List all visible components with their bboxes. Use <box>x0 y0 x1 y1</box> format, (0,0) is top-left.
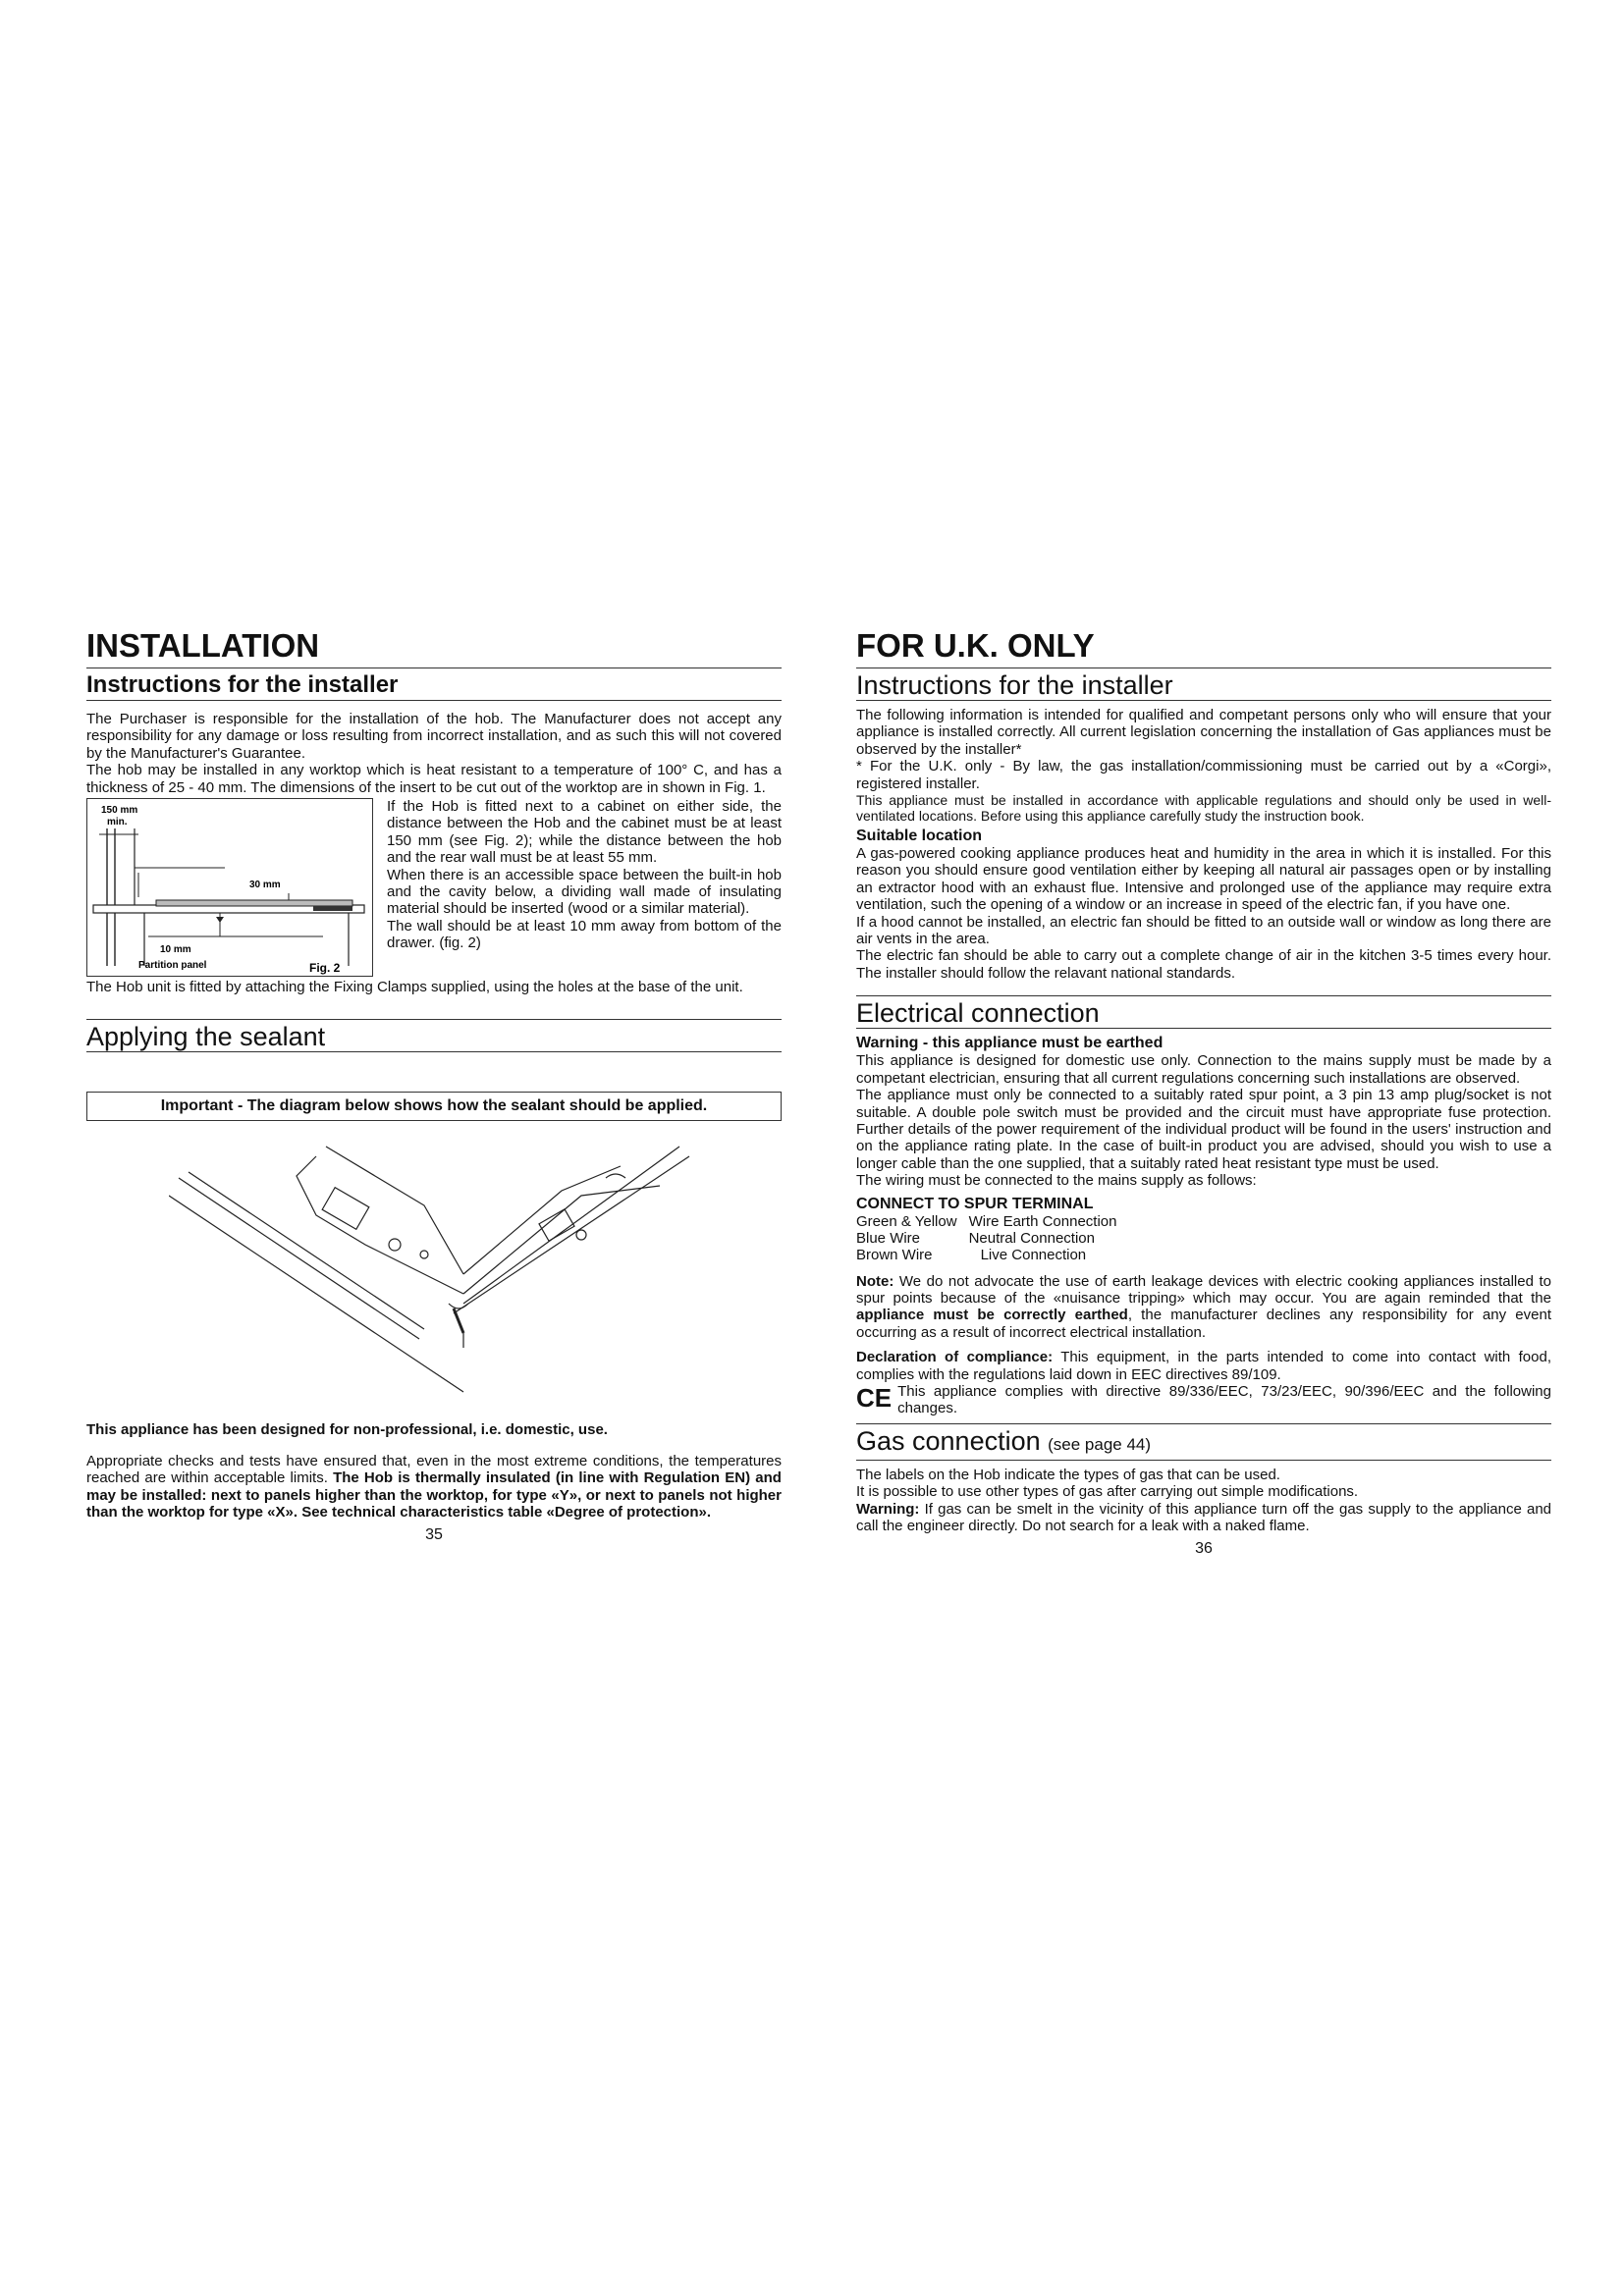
paragraph-bold: The Hob is thermally insulated (in line with Regulation EN) and may be installed: next to panels higher than the worktop, for type «Y», or next to panels not higher than the worktop for type «X». See technical characteristics table «Degree of protection». <box>86 1469 782 1522</box>
figure-row <box>86 798 782 977</box>
paragraph: The Purchaser is responsible for the installation of the hob. The Manufacturer does not accept any responsibility for any damage or loss resulting from incorrect installation, and as such this will not covered by the Manufacturer's Guarantee. <box>86 711 782 762</box>
page-number: 36 <box>1195 1540 1213 1558</box>
warning-paragraph <box>856 1501 1551 1535</box>
wire-cell: Brown Wire <box>856 1246 933 1263</box>
note-bold: appliance must be correctly earthed <box>856 1307 1128 1324</box>
connection-cell: Neutral Connection <box>968 1229 1095 1247</box>
note-text: , the manufacturer declines any responsibility for any event occurring as a result of incorrect electrical installation. <box>856 1307 1551 1341</box>
subheading: Warning - this appliance must be earthed <box>856 1035 1164 1052</box>
fig-label-10: 10 mm <box>160 944 191 956</box>
section-heading: Instructions for the installer <box>86 667 782 701</box>
paragraph: The Hob unit is fitted by attaching the Fixing Clamps supplied, using the holes at the base of the unit. <box>86 979 743 996</box>
warning-text: If gas can be smelt in the vicinity of this appliance turn off the gas supply to the appliance and call the engineer directly. Do not search for a leak with a naked flame. <box>856 1500 1551 1534</box>
right-page <box>856 628 1551 1558</box>
fig-label-partition: Partition panel <box>138 960 207 972</box>
paragraph: The electric fan should be able to carry out a complete change of air in the kitchen 3-5 times every hour. The installer should follow the relavant national standards. <box>856 947 1551 982</box>
paragraph: * For the U.K. only - By law, the gas installation/commissioning must be carried out by a «Corgi», registered installer. <box>856 758 1551 792</box>
gas-heading-ref: (see page 44) <box>1048 1434 1152 1454</box>
paragraph-plain: Appropriate checks and tests have ensured that, even in the most extreme conditions, the temperatures reached are within acceptable limits. <box>86 1452 782 1487</box>
table-row <box>856 1230 1128 1247</box>
paragraph: The labels on the Hob indicate the types of gas that can be used. <box>856 1466 1280 1483</box>
warning-label: Warning: <box>856 1500 920 1518</box>
wire-cell: Green & Yellow <box>856 1212 957 1230</box>
page-number: 35 <box>425 1526 443 1544</box>
section-heading: Applying the sealant <box>86 1019 782 1052</box>
note-label: Note: <box>856 1272 894 1290</box>
wire-cell: Blue Wire <box>856 1229 921 1247</box>
connection-cell: Wire Earth Connection <box>968 1212 1117 1230</box>
terminal-header: CONNECT TO SPUR TERMINAL <box>856 1195 1094 1212</box>
important-notice: Important - The diagram below shows how the sealant should be applied. <box>86 1092 782 1121</box>
figure-text <box>387 798 782 977</box>
figure-2-diagram <box>86 798 373 977</box>
section-heading: Electrical connection <box>856 995 1551 1029</box>
section-heading: Instructions for the installer <box>856 667 1551 701</box>
paragraph: The hob may be installed in any worktop which is heat resistant to a temperature of 100° C, and has a thickness of 25 - 40 mm. The dimensions of the insert to be cut out of the worktop are in shown in Fig. 1. <box>86 762 782 796</box>
paragraph: The wiring must be connected to the mains supply as follows: <box>856 1172 1257 1190</box>
paragraph <box>86 1453 782 1522</box>
fig-label-fig2: Fig. 2 <box>309 961 341 976</box>
domestic-note: This appliance has been designed for non-professional, i.e. domestic, use. <box>86 1421 608 1439</box>
note-text: We do not advocate the use of earth leakage devices with electric cooking appliances installed to spur points because of the «nuisance tripping» which may occur. You are again reminded that the <box>856 1272 1551 1307</box>
paragraph: This appliance is designed for domestic use only. Connection to the mains supply must be made by a competant electrician, ensuring that all current regulations concerning such installations are observed. <box>856 1052 1551 1087</box>
section-heading <box>856 1423 1551 1461</box>
terminal-table <box>856 1213 1128 1263</box>
paragraph: The wall should be at least 10 mm away from bottom of the drawer. (fig. 2) <box>387 917 782 952</box>
paragraph: The appliance must only be connected to a suitably rated spur point, a 3 pin 13 amp plug/socket is not suitable. A double pole switch must be provided and the circuit must have appropriate fuse protection. Further details of the power requirement of the individual product will be found in the users' instruction and on the appliance rating plate. In the case of built-in product you are advised, should you wish to use a longer cable than the one supplied, that a suitably rated heat resistant type must be used. <box>856 1087 1551 1172</box>
paragraph: When there is an accessible space between the built-in hob and the cavity below, a dividing wall made of insulating material should be inserted (wood or a similar material). <box>387 866 782 918</box>
paragraph: If a hood cannot be installed, an electric fan should be fitted to an outside wall or window as long there are air vents in the area. <box>856 913 1551 948</box>
fig-label-min: min. <box>107 817 128 828</box>
table-row <box>856 1247 1128 1263</box>
connection-cell: Live Connection <box>980 1246 1087 1263</box>
fig-label-30: 30 mm <box>249 880 281 891</box>
page-title: FOR U.K. ONLY <box>856 627 1095 664</box>
cabinet-diagram <box>87 799 372 976</box>
ce-text: This appliance complies with directive 89/336/EEC, 73/23/EEC, 90/396/EEC and the following changes. <box>897 1382 1551 1417</box>
left-page <box>86 628 782 1544</box>
declaration-paragraph <box>856 1349 1551 1383</box>
ce-mark-icon: CE <box>856 1382 893 1413</box>
ce-block <box>856 1383 1551 1417</box>
declaration-text: This equipment, in the parts intended to come into contact with food, complies with the regulations laid down in EEC directives 89/109. <box>856 1349 1551 1383</box>
table-row <box>856 1213 1128 1230</box>
fig-label-150: 150 mm <box>101 805 138 817</box>
paragraph: This appliance must be installed in accordance with applicable regulations and should only be used in well-ventilated locations. Before using this appliance carefully study the instruction book. <box>856 792 1551 825</box>
paragraph: It is possible to use other types of gas after carrying out simple modifications. <box>856 1483 1359 1501</box>
paragraph: If the Hob is fitted next to a cabinet on either side, the distance between the Hob and the cabinet must be at least 150 mm (see Fig. 2); while the distance between the hob and the rear wall must be at least 55 mm. <box>387 798 782 867</box>
declaration-label: Declaration of compliance: <box>856 1349 1054 1366</box>
paragraph: The following information is intended for qualified and competant persons only who will ensure that your appliance is installed correctly. All current legislation concerning the installation of Gas appliances must be observed by the installer* <box>856 707 1551 758</box>
gas-heading-text: Gas connection <box>856 1425 1041 1456</box>
note-paragraph <box>856 1273 1551 1342</box>
page-title: INSTALLATION <box>86 627 320 664</box>
subheading: Suitable location <box>856 828 983 845</box>
sealant-illustration <box>169 1137 699 1402</box>
paragraph: A gas-powered cooking appliance produces heat and humidity in the area in which it is installed. For this reason you should ensure good ventilation either by keeping all natural air passages open or by installing an extractor hood with an exhaust flue. Intensive and prolonged use of the appliance may require extra ventilation, such the opening of a window or an increase in speed of the electric fan, if you have one. <box>856 845 1551 914</box>
